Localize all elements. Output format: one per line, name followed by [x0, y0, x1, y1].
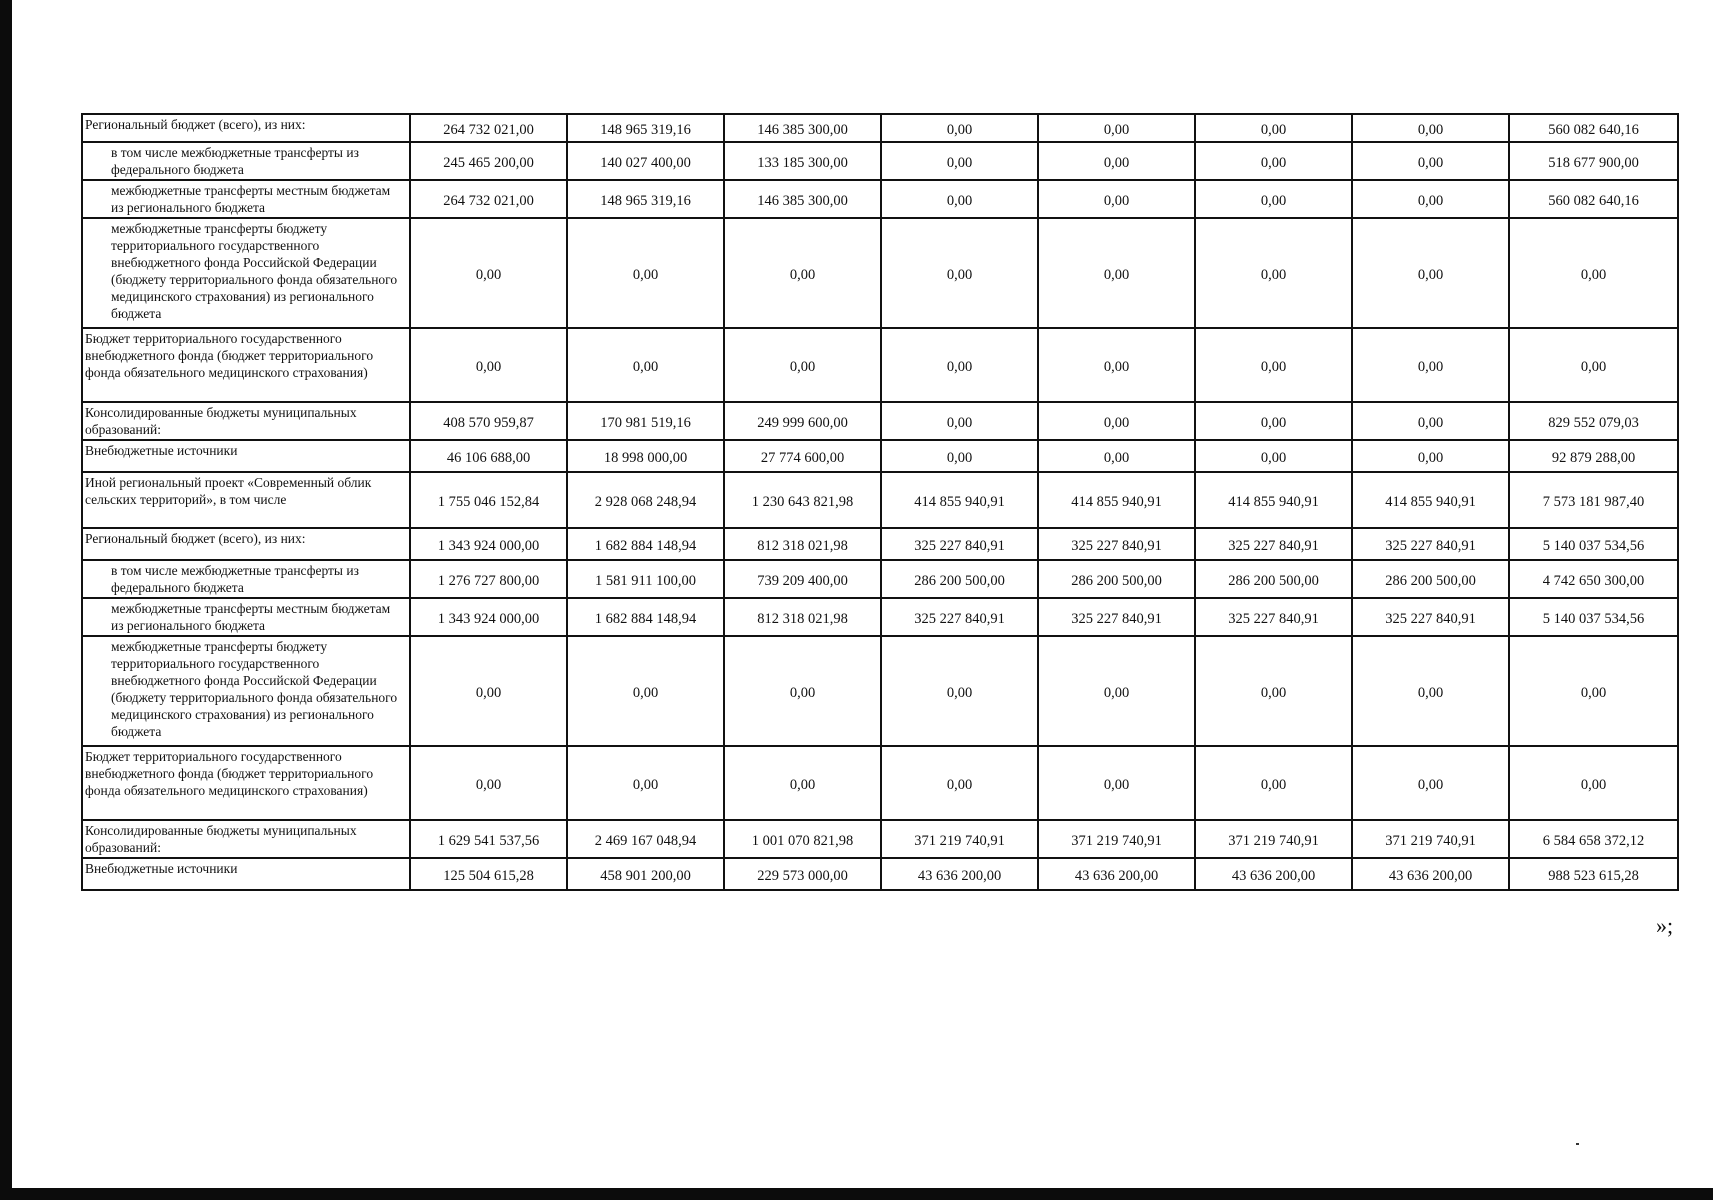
value-cell: 0,00	[1352, 440, 1509, 472]
value-cell: 43 636 200,00	[881, 858, 1038, 890]
row-label: Иной региональный проект «Современный облик сельских территорий», в том числе	[82, 472, 410, 528]
value-cell: 0,00	[1195, 180, 1352, 218]
value-cell: 0,00	[881, 440, 1038, 472]
value-cell: 286 200 500,00	[1352, 560, 1509, 598]
value-cell: 0,00	[881, 218, 1038, 328]
value-cell: 286 200 500,00	[1038, 560, 1195, 598]
value-cell: 18 998 000,00	[567, 440, 724, 472]
value-cell: 0,00	[410, 636, 567, 746]
table-row	[82, 858, 1678, 890]
value-cell: 739 209 400,00	[724, 560, 881, 598]
value-cell: 371 219 740,91	[1195, 820, 1352, 858]
table-row	[82, 142, 1678, 180]
value-cell: 325 227 840,91	[1195, 528, 1352, 560]
value-cell: 325 227 840,91	[1352, 598, 1509, 636]
value-cell: 0,00	[567, 218, 724, 328]
value-cell: 0,00	[724, 636, 881, 746]
value-cell: 0,00	[410, 218, 567, 328]
value-cell: 148 965 319,16	[567, 114, 724, 142]
row-total-cell: 560 082 640,16	[1509, 114, 1678, 142]
value-cell: 264 732 021,00	[410, 114, 567, 142]
row-label: межбюджетные трансферты местным бюджетам из регионального бюджета	[82, 598, 410, 636]
value-cell: 0,00	[567, 746, 724, 820]
value-cell: 0,00	[881, 328, 1038, 402]
value-cell: 0,00	[724, 746, 881, 820]
value-cell: 140 027 400,00	[567, 142, 724, 180]
row-total-cell: 0,00	[1509, 746, 1678, 820]
value-cell: 43 636 200,00	[1038, 858, 1195, 890]
table-row	[82, 560, 1678, 598]
value-cell: 0,00	[410, 746, 567, 820]
value-cell: 325 227 840,91	[1352, 528, 1509, 560]
value-cell: 414 855 940,91	[1038, 472, 1195, 528]
value-cell: 249 999 600,00	[724, 402, 881, 440]
value-cell: 0,00	[1038, 218, 1195, 328]
value-cell: 0,00	[1038, 114, 1195, 142]
value-cell: 414 855 940,91	[1352, 472, 1509, 528]
scan-border-bottom	[0, 1188, 1713, 1200]
value-cell: 0,00	[1352, 402, 1509, 440]
row-label: Бюджет территориального государственного внебюджетного фонда (бюджет территориального фонда обязательного медицинского страхования)	[82, 328, 410, 402]
value-cell: 812 318 021,98	[724, 598, 881, 636]
row-label: Консолидированные бюджеты муниципальных образований:	[82, 402, 410, 440]
value-cell: 325 227 840,91	[881, 528, 1038, 560]
value-cell: 46 106 688,00	[410, 440, 567, 472]
row-label: Региональный бюджет (всего), из них:	[82, 114, 410, 142]
table-row	[82, 636, 1678, 746]
value-cell: 812 318 021,98	[724, 528, 881, 560]
row-total-cell: 518 677 900,00	[1509, 142, 1678, 180]
value-cell: 325 227 840,91	[881, 598, 1038, 636]
table-row	[82, 472, 1678, 528]
value-cell: 371 219 740,91	[1038, 820, 1195, 858]
value-cell: 148 965 319,16	[567, 180, 724, 218]
table-row	[82, 328, 1678, 402]
value-cell: 229 573 000,00	[724, 858, 881, 890]
value-cell: 325 227 840,91	[1195, 598, 1352, 636]
row-total-cell: 6 584 658 372,12	[1509, 820, 1678, 858]
row-total-cell: 988 523 615,28	[1509, 858, 1678, 890]
value-cell: 1 581 911 100,00	[567, 560, 724, 598]
value-cell: 414 855 940,91	[881, 472, 1038, 528]
value-cell: 0,00	[1195, 440, 1352, 472]
value-cell: 264 732 021,00	[410, 180, 567, 218]
value-cell: 0,00	[1038, 402, 1195, 440]
value-cell: 0,00	[881, 142, 1038, 180]
table-row	[82, 402, 1678, 440]
row-total-cell: 4 742 650 300,00	[1509, 560, 1678, 598]
budget-financing-table	[81, 113, 1679, 891]
value-cell: 286 200 500,00	[1195, 560, 1352, 598]
row-total-cell: 5 140 037 534,56	[1509, 598, 1678, 636]
row-total-cell: 5 140 037 534,56	[1509, 528, 1678, 560]
value-cell: 43 636 200,00	[1352, 858, 1509, 890]
table-row	[82, 746, 1678, 820]
value-cell: 2 469 167 048,94	[567, 820, 724, 858]
value-cell: 325 227 840,91	[1038, 598, 1195, 636]
row-label: Бюджет территориального государственного внебюджетного фонда (бюджет территориального фонда обязательного медицинского страхования)	[82, 746, 410, 820]
value-cell: 0,00	[1352, 746, 1509, 820]
value-cell: 245 465 200,00	[410, 142, 567, 180]
value-cell: 325 227 840,91	[1038, 528, 1195, 560]
value-cell: 2 928 068 248,94	[567, 472, 724, 528]
value-cell: 0,00	[1352, 218, 1509, 328]
value-cell: 0,00	[1038, 440, 1195, 472]
value-cell: 0,00	[881, 402, 1038, 440]
value-cell: 0,00	[724, 328, 881, 402]
value-cell: 0,00	[724, 218, 881, 328]
value-cell: 170 981 519,16	[567, 402, 724, 440]
row-label: Внебюджетные источники	[82, 440, 410, 472]
value-cell: 125 504 615,28	[410, 858, 567, 890]
row-total-cell: 0,00	[1509, 636, 1678, 746]
row-total-cell: 560 082 640,16	[1509, 180, 1678, 218]
value-cell: 133 185 300,00	[724, 142, 881, 180]
value-cell: 0,00	[1352, 328, 1509, 402]
value-cell: 146 385 300,00	[724, 114, 881, 142]
value-cell: 0,00	[1352, 636, 1509, 746]
value-cell: 0,00	[1352, 180, 1509, 218]
row-label: межбюджетные трансферты бюджету территориального государственного внебюджетного фонда Российской Федерации (бюджету территориального фонда обязательного медицинского страхования) из регионального бюджета	[82, 636, 410, 746]
value-cell: 0,00	[1195, 636, 1352, 746]
row-total-cell: 0,00	[1509, 218, 1678, 328]
value-cell: 1 001 070 821,98	[724, 820, 881, 858]
row-label: Консолидированные бюджеты муниципальных образований:	[82, 820, 410, 858]
value-cell: 0,00	[1038, 328, 1195, 402]
value-cell: 1 629 541 537,56	[410, 820, 567, 858]
value-cell: 0,00	[1038, 142, 1195, 180]
table-row	[82, 180, 1678, 218]
table-row	[82, 598, 1678, 636]
row-label: межбюджетные трансферты местным бюджетам из регионального бюджета	[82, 180, 410, 218]
row-label: Региональный бюджет (всего), из них:	[82, 528, 410, 560]
closing-quote-mark: »;	[1656, 913, 1674, 938]
value-cell: 414 855 940,91	[1195, 472, 1352, 528]
table-row	[82, 218, 1678, 328]
table-row	[82, 820, 1678, 858]
value-cell: 0,00	[1195, 328, 1352, 402]
row-total-cell: 7 573 181 987,40	[1509, 472, 1678, 528]
row-label: Внебюджетные источники	[82, 858, 410, 890]
row-label: в том числе межбюджетные трансферты из федерального бюджета	[82, 560, 410, 598]
value-cell: 286 200 500,00	[881, 560, 1038, 598]
value-cell: 0,00	[881, 114, 1038, 142]
value-cell: 0,00	[1038, 180, 1195, 218]
value-cell: 27 774 600,00	[724, 440, 881, 472]
value-cell: 0,00	[1352, 114, 1509, 142]
value-cell: 0,00	[567, 636, 724, 746]
value-cell: 0,00	[1195, 142, 1352, 180]
value-cell: 371 219 740,91	[881, 820, 1038, 858]
value-cell: 1 682 884 148,94	[567, 598, 724, 636]
row-total-cell: 92 879 288,00	[1509, 440, 1678, 472]
row-total-cell: 0,00	[1509, 328, 1678, 402]
scan-speck	[1576, 1143, 1579, 1145]
value-cell: 1 343 924 000,00	[410, 528, 567, 560]
value-cell: 0,00	[881, 746, 1038, 820]
value-cell: 0,00	[881, 180, 1038, 218]
table-row	[82, 114, 1678, 142]
scan-border-left	[0, 0, 12, 1200]
value-cell: 1 755 046 152,84	[410, 472, 567, 528]
table-row	[82, 528, 1678, 560]
value-cell: 0,00	[1195, 218, 1352, 328]
table-body	[82, 114, 1678, 890]
value-cell: 0,00	[1195, 746, 1352, 820]
value-cell: 0,00	[1195, 402, 1352, 440]
value-cell: 408 570 959,87	[410, 402, 567, 440]
value-cell: 146 385 300,00	[724, 180, 881, 218]
row-label: в том числе межбюджетные трансферты из федерального бюджета	[82, 142, 410, 180]
value-cell: 1 276 727 800,00	[410, 560, 567, 598]
row-label: межбюджетные трансферты бюджету территориального государственного внебюджетного фонда Российской Федерации (бюджету территориального фонда обязательного медицинского страхования) из регионального бюджета	[82, 218, 410, 328]
value-cell: 371 219 740,91	[1352, 820, 1509, 858]
value-cell: 0,00	[881, 636, 1038, 746]
value-cell: 43 636 200,00	[1195, 858, 1352, 890]
row-total-cell: 829 552 079,03	[1509, 402, 1678, 440]
value-cell: 0,00	[1038, 636, 1195, 746]
value-cell: 0,00	[1352, 142, 1509, 180]
value-cell: 1 343 924 000,00	[410, 598, 567, 636]
value-cell: 458 901 200,00	[567, 858, 724, 890]
value-cell: 0,00	[410, 328, 567, 402]
value-cell: 0,00	[1195, 114, 1352, 142]
value-cell: 0,00	[1038, 746, 1195, 820]
table-row	[82, 440, 1678, 472]
value-cell: 1 682 884 148,94	[567, 528, 724, 560]
value-cell: 0,00	[567, 328, 724, 402]
value-cell: 1 230 643 821,98	[724, 472, 881, 528]
